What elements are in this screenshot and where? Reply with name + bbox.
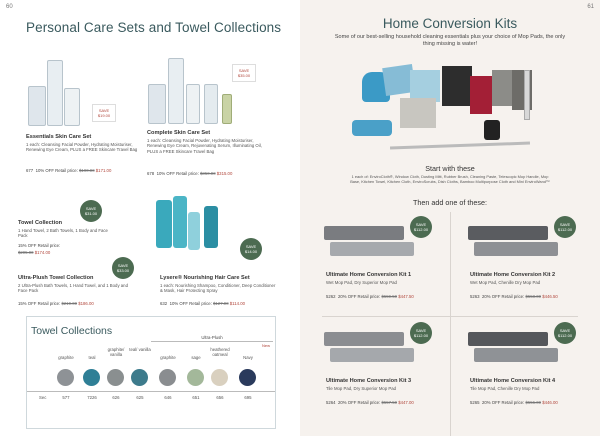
mop-handle-upright (524, 70, 530, 120)
ultra-plush-header: Ultra-Plush (151, 335, 273, 342)
kit-card (458, 320, 592, 420)
towel-color-swatch (211, 369, 228, 386)
towel-color-name: sage (191, 355, 201, 360)
mop-pad-top (468, 332, 548, 346)
towel-collection-save-badge: SAVE $31.00 (80, 200, 102, 222)
kit-desc: Tile Mop Pad, Dry Superior Mop Pad (326, 386, 397, 391)
complete-desc: 1 each: Cleansing Facial Powder, Hydrating Moisturiser, Renewing Eye Cream, Rejuvenating Serum, Illuminating Oil, PLUS a FREE Skincare Travel Bag (147, 138, 262, 154)
towel-color-name: graphite/ vanilla (107, 347, 125, 357)
right-page (300, 0, 600, 436)
lysere-save-badge: SAVE $14.00 (240, 238, 262, 260)
kit-price: 5264 20% OFF Retail price: $557.50 $447.00 (326, 400, 414, 405)
mop-pad-bottom (330, 348, 414, 362)
ultra-plush-save-badge: SAVE $33.00 (112, 257, 134, 279)
kit-desc: Wet Mop Pad, Dry Superior Mop Pad (326, 280, 397, 285)
complete-price: 678 10% OFF Retail price: $350.00 $315.00 (147, 171, 233, 176)
towel-color-swatch (239, 369, 256, 386)
towel-sku: 695 (244, 395, 252, 400)
kit-price: 5263 20% OFF Retail price: $558.00 $446.50 (470, 294, 558, 299)
towel-collection-discount: 15% OFF Retail price: (18, 243, 61, 248)
essentials-desc: 1 each: Cleansing Facial Powder, Hydrating Moisturiser, Renewing Eye Cream, PLUS a FREE Skincare Travel Bag (26, 142, 138, 153)
towel-color-swatch (187, 369, 204, 386)
kit-price: 5265 20% OFF Retail price: $556.00 $446.00 (470, 400, 558, 405)
mop-pad-top (324, 226, 404, 240)
kit-card (314, 214, 448, 314)
towel-sku: 7226 (87, 395, 97, 400)
ultra-plush-name: Ultra-Plush Towel Collection (18, 275, 94, 281)
towel-sku: 646 (164, 395, 172, 400)
mop-pad-top (324, 332, 404, 346)
new-label: New (262, 343, 271, 348)
towel-sku: 626 (112, 395, 120, 400)
towel-sku: 577 (62, 395, 70, 400)
kit-name: Ultimate Home Conversion Kit 2 (470, 272, 556, 278)
towel-color-swatch (131, 369, 148, 386)
essentials-price: 677 10% OFF Retail price: $190.00 $171.00 (26, 168, 112, 173)
towel-color-swatch (107, 369, 124, 386)
sku-divider (27, 391, 275, 392)
kit-save-badge: SAVE $112.00 (410, 322, 432, 344)
page-number-right: 61 (587, 4, 594, 10)
kit-name: Ultimate Home Conversion Kit 1 (326, 272, 412, 278)
towel-table-title: Towel Collections (31, 325, 113, 337)
rubber-brush (484, 120, 500, 140)
essentials-save-badge: SAVE $19.00 (92, 104, 116, 122)
enviroscrub (352, 120, 392, 136)
kit-name: Ultimate Home Conversion Kit 3 (326, 378, 412, 384)
towel-sku: 656 (216, 395, 224, 400)
right-page-title: Home Conversion Kits (382, 16, 518, 31)
kit-desc: Tile Mop Pad, Chenille Dry Mop Pad (470, 386, 540, 391)
towel-color-name: teal/ vanilla (129, 347, 151, 352)
complete-save-badge: SAVE $35.00 (232, 64, 256, 82)
mop-pad-top (468, 226, 548, 240)
towel-sku: 625 (136, 395, 144, 400)
towel-color-name: graphite (58, 355, 74, 360)
kit-grid-horizontal-divider (322, 316, 578, 317)
towel-sku: 651 (192, 395, 200, 400)
kit-card (458, 214, 592, 314)
ultra-plush-desc: 2 Ultra-Plush Bath Towels, 1 Hand Towel, and 1 Body and Face Pack (18, 283, 128, 294)
complete-name: Complete Skin Care Set (147, 130, 211, 136)
towel-color-name: heathered oatmeal (210, 347, 230, 357)
addone-heading: Then add one of these: (413, 198, 487, 207)
red-cloth (470, 76, 492, 114)
towel-color-name: Navy (243, 355, 253, 360)
kit-desc: Wet Mop Pad, Chenille Dry Mop Pad (470, 280, 541, 285)
mop-pad-bottom (330, 242, 414, 256)
towel-collection-desc: 1 Hand Towel, 2 Bath Towels, 1 Body and Face Pack (18, 228, 108, 239)
kit-save-badge: SAVE $112.00 (554, 216, 576, 238)
start-heading: Start with these (425, 164, 475, 173)
lysere-desc: 1 each: Nourishing Shampoo, Conditioner, Deep Conditioner & Mask, Hair Protecting Spray (160, 283, 276, 294)
ultra-plush-price: 15% OFF Retail price: $219.00 $186.00 (18, 301, 94, 306)
mop-pad-bottom (474, 242, 558, 256)
kit-card (314, 320, 448, 420)
towel-color-name: teal (88, 355, 96, 360)
lysere-name: Lysere® Nourishing Hair Care Set (160, 275, 250, 281)
kit-save-badge: SAVE $112.00 (554, 322, 576, 344)
grey-cloth (492, 70, 512, 106)
towel-collection-name: Towel Collection (18, 220, 63, 226)
kit-name: Ultimate Home Conversion Kit 4 (470, 378, 556, 384)
towel-collections-table (26, 316, 276, 429)
kit-grid-vertical-divider (450, 212, 451, 436)
towel-color-swatch (57, 369, 74, 386)
towel-collection-price: $205.00 $174.00 (18, 250, 51, 255)
start-desc: 1 each of: EnviroCloth®, Window Cloth, Dusting Mitt, Rubber Brush, Cleaning Paste, Telescopic Mop Handle, Mop Base, Kitchen Towel, Kitchen Cloth, EnviroScrubs, Dish Cloths, Bamboo Multipurpose Cloth and Mini EnviroWand™ (350, 174, 550, 184)
towel-color-swatch (83, 369, 100, 386)
sec-label: Sec (39, 395, 47, 400)
essentials-name: Essentials Skin Care Set (26, 134, 92, 140)
page-number-left: 60 (6, 4, 13, 10)
black-cloth (442, 66, 472, 106)
kit-price: 5262 20% OFF Retail price: $559.50 $447.50 (326, 294, 414, 299)
left-page-title: Personal Care Sets and Towel Collections (26, 20, 282, 35)
lysere-price: 632 10% OFF Retail price: $127.00 $114.00 (160, 301, 246, 306)
right-page-subtitle: Some of our best-selling household cleaning essentials plus your choice of Mop Pads, the only thing missing is water! (334, 34, 566, 47)
towel-color-name: graphite (160, 355, 176, 360)
mop-handle (390, 142, 530, 150)
kitchen-towel (400, 98, 436, 128)
kit-save-badge: SAVE $112.00 (410, 216, 432, 238)
towel-color-swatch (159, 369, 176, 386)
mop-pad-bottom (474, 348, 558, 362)
